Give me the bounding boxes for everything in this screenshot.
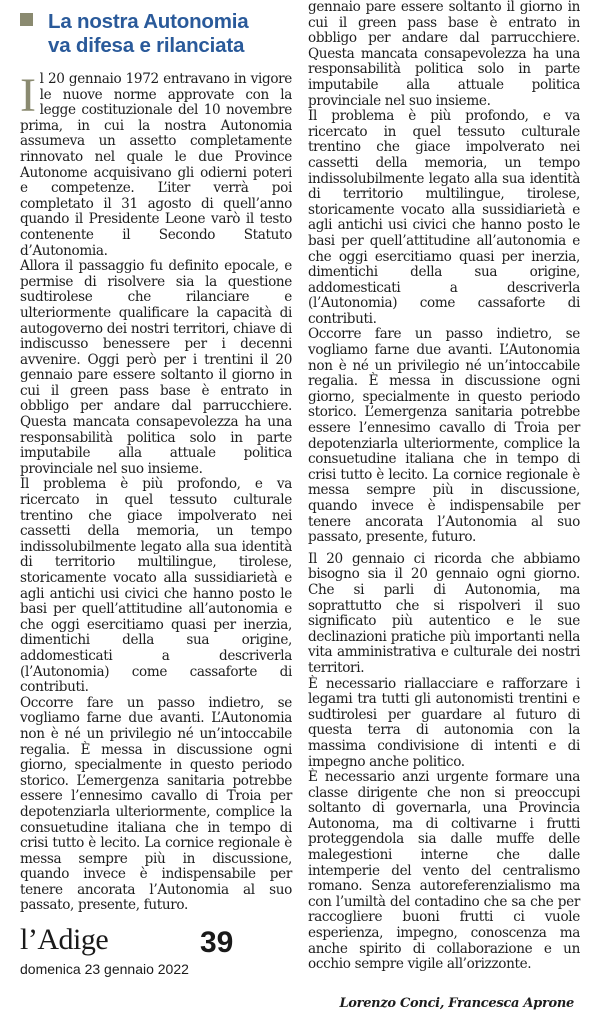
article-authors: Lorenzo Conci, Francesca Aprone [339, 996, 574, 1011]
paragraph: gennaio pare essere soltanto il giorno in cui il green pass base è entrato in obbligo per andare dal parrucchiere. Questa mancata consapevolezza ha una responsabilità politica solo in parte imputabile alla attuale politica provinciale nel suo insieme. [308, 0, 580, 109]
paragraph: Il problema è più profondo, e va ricercato in quel tessuto culturale trentino che giace impolverato nei cassetti della memoria, un tempo indissolubilmente legato alla sua identità di territorio multilingue, tirolese, storicamente vocato alla sussidiarietà e agli antichi usi civici che hanno posto le basi per quell’attitudine all’autonomia e che oggi esercitiamo quasi per inerzia, dimentichi della sua origine, addomesticati a descriverla (l’Autonomia) come cassaforte di contributi. [20, 476, 292, 696]
paragraph-text: l 20 gennaio 1972 entravano in vigore le nuove norme approvate con la legge costituzionale del 10 novembre prima, in cui la nostra Autonomia assumeva un assetto completamente rinnovato nel quale le due Province Autonome acquisivano gli odierni poteri e competenze. L’iter verrà poi completato il 31 agosto di quell’anno quando il Presidente Leone varò il testo contenente il Secondo Statuto d’Autonomia. [20, 71, 292, 259]
issue-date: domenica 23 gennaio 2022 [20, 961, 189, 977]
drop-cap: I [20, 69, 36, 122]
article-title [48, 10, 300, 58]
paragraph: Occorre fare un passo indietro, se vogliamo farne due avanti. L’Autonomia non è né un privilegio né un’intoccabile regalia. È messa in discussione ogni giorno, specialmente in questo periodo storico. L’emergenza sanitaria potrebbe essere l’ennesimo cavallo di Troia per depotenziarla ulteriormente, complice la consuetudine italiana che in tempo di crisi tutto è lecito. La cornice regionale è messa sempre più in discussione, quando invece è indispensabile per tenere ancorata l’Autonomia al suo passato, presente, futuro. [308, 326, 580, 546]
paragraph: È necessario riallacciare e rafforzare i legami tra tutti gli autonomisti trentini e sudtirolesi per guardare al futuro di questa terra di autonomia con la massima condivisione di intenti e di impegno anche politico. [308, 675, 580, 770]
paragraph: È necessario anzi urgente formare una classe dirigente che non si preoccupi soltanto di governarla, una Provincia Autonoma, ma di coltivarne i frutti proteggendola sia dalle muffe delle malegestioni interne che dalle intemperie del vento del centralismo romano. Senza autoreferenzialismo ma con l’umiltà del contadino che sa che per raccogliere buoni frutti ci vuole esperienza, impegno, conoscenza ma anche spirito di collaborazione e un occhio sempre vigile all’orizzonte. [308, 769, 580, 973]
page-number: 39 [200, 926, 234, 959]
newspaper-logo: l’Adige [20, 923, 109, 956]
masthead [20, 925, 189, 977]
title-line-1: La nostra Autonomia [48, 10, 249, 33]
right-column [308, 0, 580, 973]
paragraph: Il problema è più profondo, e va ricercato in quel tessuto culturale trentino che giace impolverato nei cassetti della memoria, un tempo indissolubilmente legato alla sua identità di territorio multilingue, tirolese, storicamente vocato alla sussidiarietà e agli antichi usi civici che hanno posto le basi per quell’attitudine all’autonomia e che oggi esercitiamo quasi per inerzia, dimentichi della sua origine, addomesticati a descriverla (l’Autonomia) come cassaforte di contributi. [308, 108, 580, 327]
paragraph [20, 69, 292, 259]
accent-square-icon [20, 13, 33, 26]
paragraph: Allora il passaggio fu definito epocale, e permise di risolvere sia la questione sudtirolese che rilanciare e ulteriormente qualificare la capacità di autogoverno dei nostri territori, chiave di indiscusso benessere per i decenni avvenire. Oggi però per i trentini il 20 gennaio pare essere soltanto il giorno in cui il green pass base è entrato in obbligo per andare dal parrucchiere. Questa mancata consapevolezza ha una responsabilità politica solo in parte imputabile alla attuale politica provinciale nel suo insieme. [20, 258, 292, 477]
paragraph: Occorre fare un passo indietro, se vogliamo farne due avanti. L’Autonomia non è né un privilegio né un’intoccabile regalia. È messa in discussione ogni giorno, specialmente in questo periodo storico. L’emergenza sanitaria potrebbe essere l’ennesimo cavallo di Troia per depotenziarla ulteriormente, complice la consuetudine italiana che in tempo di crisi tutto è lecito. La cornice regionale è messa sempre più in discussione, quando invece è indispensabile per tenere ancorata l’Autonomia al suo passato, presente, futuro. [20, 694, 292, 914]
paragraph: Il 20 gennaio ci ricorda che abbiamo bisogno sia il 20 gennaio ogni giorno. Che si parli di Autonomia, ma soprattutto che si rispolveri il suo significato più autentico e le sue declinazioni pratiche più importanti nella vita amministrativa e culturale dei nostri territori. [308, 550, 580, 676]
left-column [20, 69, 292, 914]
title-line-2: va difesa e rilanciata [48, 34, 245, 57]
headline-block [20, 10, 300, 58]
